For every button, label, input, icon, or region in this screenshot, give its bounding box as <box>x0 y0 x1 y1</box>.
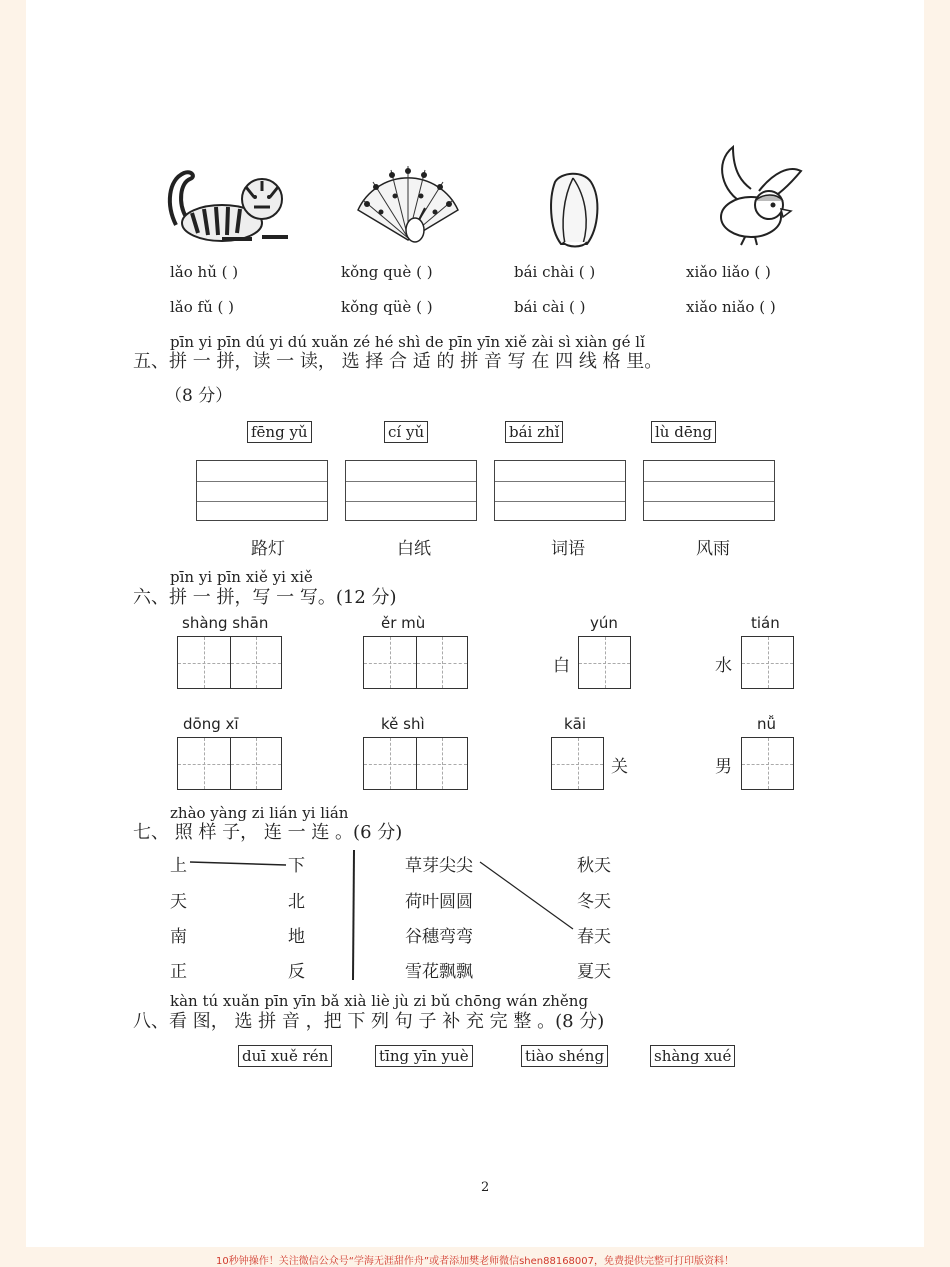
s5-word: 风雨 <box>696 539 730 559</box>
s6-item-pinyin: dōng xī <box>183 715 239 733</box>
match-phrase[interactable]: 草芽尖尖 <box>405 856 473 876</box>
s5-option: lù dēng <box>651 421 716 443</box>
match-left[interactable]: 正 <box>170 962 187 982</box>
s5-option: cí yǔ <box>384 421 428 443</box>
footer-notice: 10秒钟操作！关注微信公众号“学海无涯甜作舟”或者添加樊老师微信shen88168007，免费提供完整可打印版资料！ <box>215 1256 735 1267</box>
page-number: 2 <box>481 1180 490 1195</box>
match-phrase[interactable]: 谷穗弯弯 <box>405 927 473 947</box>
s6-given-char: 白 <box>553 656 570 676</box>
choice-cabbage-wrong: bái cài ( ) <box>514 298 586 316</box>
choice-peacock-wrong: kǒng qüè ( ) <box>341 298 433 316</box>
s8-option: tiào shéng <box>521 1045 608 1067</box>
s5-word: 路灯 <box>251 539 285 559</box>
choice-tiger-correct: lǎo hǔ ( ) <box>170 263 239 281</box>
choice-cabbage-correct: bái chài ( ) <box>514 263 596 281</box>
choice-bird-correct: xiǎo liǎo ( ) <box>686 263 771 281</box>
s6-pinyin: pīn yi pīn xiě yi xiě <box>170 568 313 586</box>
s8-pinyin: kàn tú xuǎn pīn yīn bǎ xià liè jù zi bǔ chōng wán zhěng <box>170 992 589 1010</box>
match-right[interactable]: 反 <box>288 962 305 982</box>
s5-word: 白纸 <box>397 539 431 559</box>
s6-title: 六、拼 一 拼，写 一 写。(12 分) <box>133 587 397 608</box>
s6-given-char: 男 <box>715 757 732 777</box>
example-connector-line <box>480 862 573 929</box>
s6-given-char: 水 <box>715 656 732 676</box>
s6-item-pinyin: kāi <box>564 715 587 733</box>
match-left[interactable]: 上 <box>170 856 187 876</box>
s8-title: 八、看 图， 选 拼 音 ，把 下 列 句 子 补 充 完 整 。(8 分) <box>133 1011 605 1032</box>
s5-pinyin: pīn yi pīn dú yi dú xuǎn zé hé shì de pīn yīn xiě zài sì xiàn gé lǐ <box>170 333 645 351</box>
match-season[interactable]: 春天 <box>577 927 611 947</box>
match-right[interactable]: 下 <box>288 856 305 876</box>
s5-option: fēng yǔ <box>247 421 312 443</box>
s6-item-pinyin: ěr mù <box>381 614 426 632</box>
choice-bird-wrong: xiǎo niǎo ( ) <box>686 298 776 316</box>
s8-option: shàng xué <box>650 1045 735 1067</box>
match-phrase[interactable]: 荷叶圆圆 <box>405 892 473 912</box>
s8-option: duī xuě rén <box>238 1045 332 1067</box>
s5-option: bái zhǐ <box>505 421 563 443</box>
match-left[interactable]: 天 <box>170 892 187 912</box>
s6-item-pinyin: tián <box>751 614 780 632</box>
match-season[interactable]: 夏天 <box>577 962 611 982</box>
match-right[interactable]: 北 <box>288 892 305 912</box>
s7-pinyin: zhào yàng zi lián yi lián <box>170 804 349 822</box>
example-connector-line <box>190 862 286 865</box>
divider-line <box>353 850 354 980</box>
s5-word: 词语 <box>551 539 585 559</box>
s6-item-pinyin: shàng shān <box>182 614 269 632</box>
s8-option: tīng yīn yuè <box>375 1045 473 1067</box>
match-season[interactable]: 冬天 <box>577 892 611 912</box>
choice-tiger-wrong: lǎo fǔ ( ) <box>170 298 235 316</box>
s7-title: 七、 照 样 子， 连 一 连 。(6 分) <box>133 822 403 843</box>
choice-peacock-correct: kǒng què ( ) <box>341 263 433 281</box>
match-left[interactable]: 南 <box>170 927 187 947</box>
s6-given-char: 关 <box>611 757 628 777</box>
match-phrase[interactable]: 雪花飘飘 <box>405 962 473 982</box>
match-right[interactable]: 地 <box>288 927 305 947</box>
s5-score: （8 分） <box>165 386 233 406</box>
s6-item-pinyin: yún <box>590 614 618 632</box>
s6-item-pinyin: nǚ <box>757 715 777 733</box>
s5-title: 五、拼 一 拼，读 一 读， 选 择 合 适 的 拼 音 写 在 四 线 格 里。 <box>133 351 663 372</box>
match-season[interactable]: 秋天 <box>577 856 611 876</box>
s6-item-pinyin: kě shì <box>381 715 425 733</box>
